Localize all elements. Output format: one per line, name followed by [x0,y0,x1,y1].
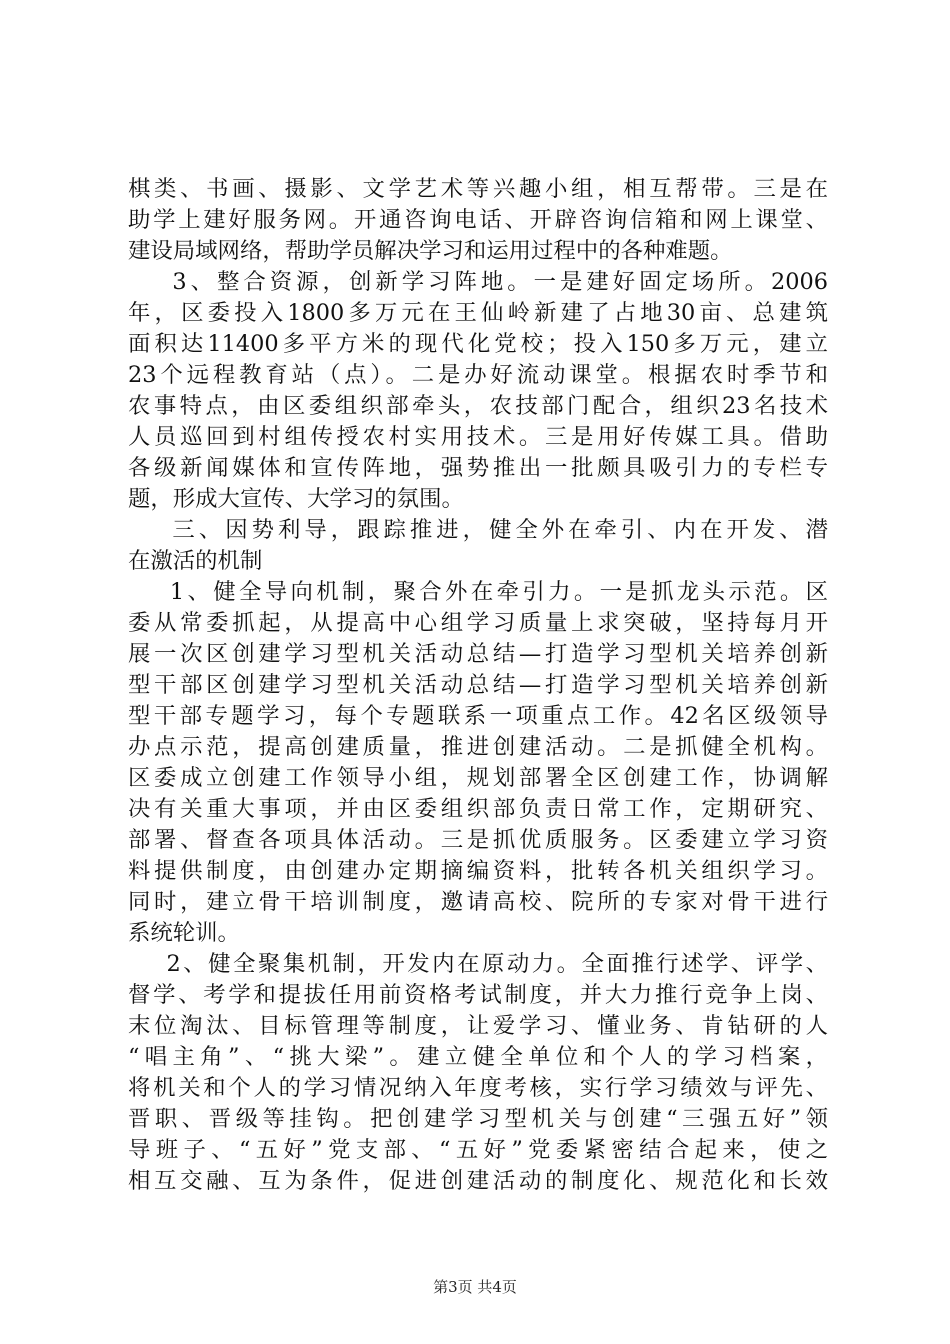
text-line: 系统轮训。 [128,920,240,946]
text-line: 末位淘汰、目标管理等制度，让爱学习、懂业务、肯钻研的人 [128,1013,828,1039]
text-line: 导班子、“五好”党支部、“五好”党委紧密结合起来，使之 [128,1137,828,1163]
page-footer: 第3页 共4页 [433,1278,517,1296]
text-line: 各级新闻媒体和宣传阵地，强势推出一批颇具吸引力的专栏专 [128,455,828,481]
text-line: 料提供制度，由创建办定期摘编资料，批转各机关组织学习。 [128,858,828,884]
text-line: 委从常委抓起，从提高中心组学习质量上求突破，坚持每月开 [128,610,828,636]
text-line: 题，形成大宣传、大学习的氛围。 [128,486,464,512]
text-line: 将机关和个人的学习情况纳入年度考核，实行学习绩效与评先、 [128,1075,828,1101]
text-line: 办点示范，提高创建质量，推进创建活动。二是抓健全机构。 [128,734,828,760]
text-line: 在激活的机制 [128,548,263,574]
text-line: 区委成立创建工作领导小组，规划部署全区创建工作，协调解 [128,765,828,791]
document-body [128,174,828,1197]
text-line: 助学上建好服务网。开通咨询电话、开辟咨询信箱和网上课堂、 [128,207,828,233]
text-line: 年，区委投入1800多万元在王仙岭新建了占地30亩、总建筑 [128,300,828,326]
text-line: 23个远程教育站（点）。二是办好流动课堂。根据农时季节和 [128,362,828,388]
text-line: 三、因势利导，跟踪推进，健全外在牵引、内在开发、潜 [128,517,828,543]
text-line: 型干部专题学习，每个专题联系一项重点工作。42名区级领导 [128,703,828,729]
text-line: 晋职、晋级等挂钩。把创建学习型机关与创建“三强五好”领 [128,1106,828,1132]
text-line: 1、健全导向机制，聚合外在牵引力。一是抓龙头示范。区 [128,579,828,605]
text-line: “唱主角”、“挑大梁”。建立健全单位和个人的学习档案， [128,1044,828,1070]
text-line: 相互交融、互为条件，促进创建活动的制度化、规范化和长效 [128,1168,828,1194]
text-line: 督学、考学和提拔任用前资格考试制度，并大力推行竞争上岗、 [128,982,828,1008]
text-line: 型干部区创建学习型机关活动总结—打造学习型机关培养创新 [128,672,828,698]
text-line: 人员巡回到村组传授农村实用技术。三是用好传媒工具。借助 [128,424,828,450]
text-line: 建设局域网络，帮助学员解决学习和运用过程中的各种难题。 [128,238,733,264]
text-line: 部署、督查各项具体活动。三是抓优质服务。区委建立学习资 [128,827,828,853]
text-line: 面积达11400多平方米的现代化党校；投入150多万元，建立 [128,331,828,357]
text-line: 决有关重大事项，并由区委组织部负责日常工作，定期研究、 [128,796,828,822]
text-line: 3、整合资源，创新学习阵地。一是建好固定场所。2006 [128,269,828,295]
text-line: 展一次区创建学习型机关活动总结—打造学习型机关培养创新 [128,641,828,667]
text-line: 同时，建立骨干培训制度，邀请高校、院所的专家对骨干进行 [128,889,828,915]
text-line: 2、健全聚集机制，开发内在原动力。全面推行述学、评学、 [128,951,828,977]
text-line: 棋类、书画、摄影、文学艺术等兴趣小组，相互帮带。三是在 [128,176,828,202]
text-line: 农事特点，由区委组织部牵头，农技部门配合，组织23名技术 [128,393,828,419]
